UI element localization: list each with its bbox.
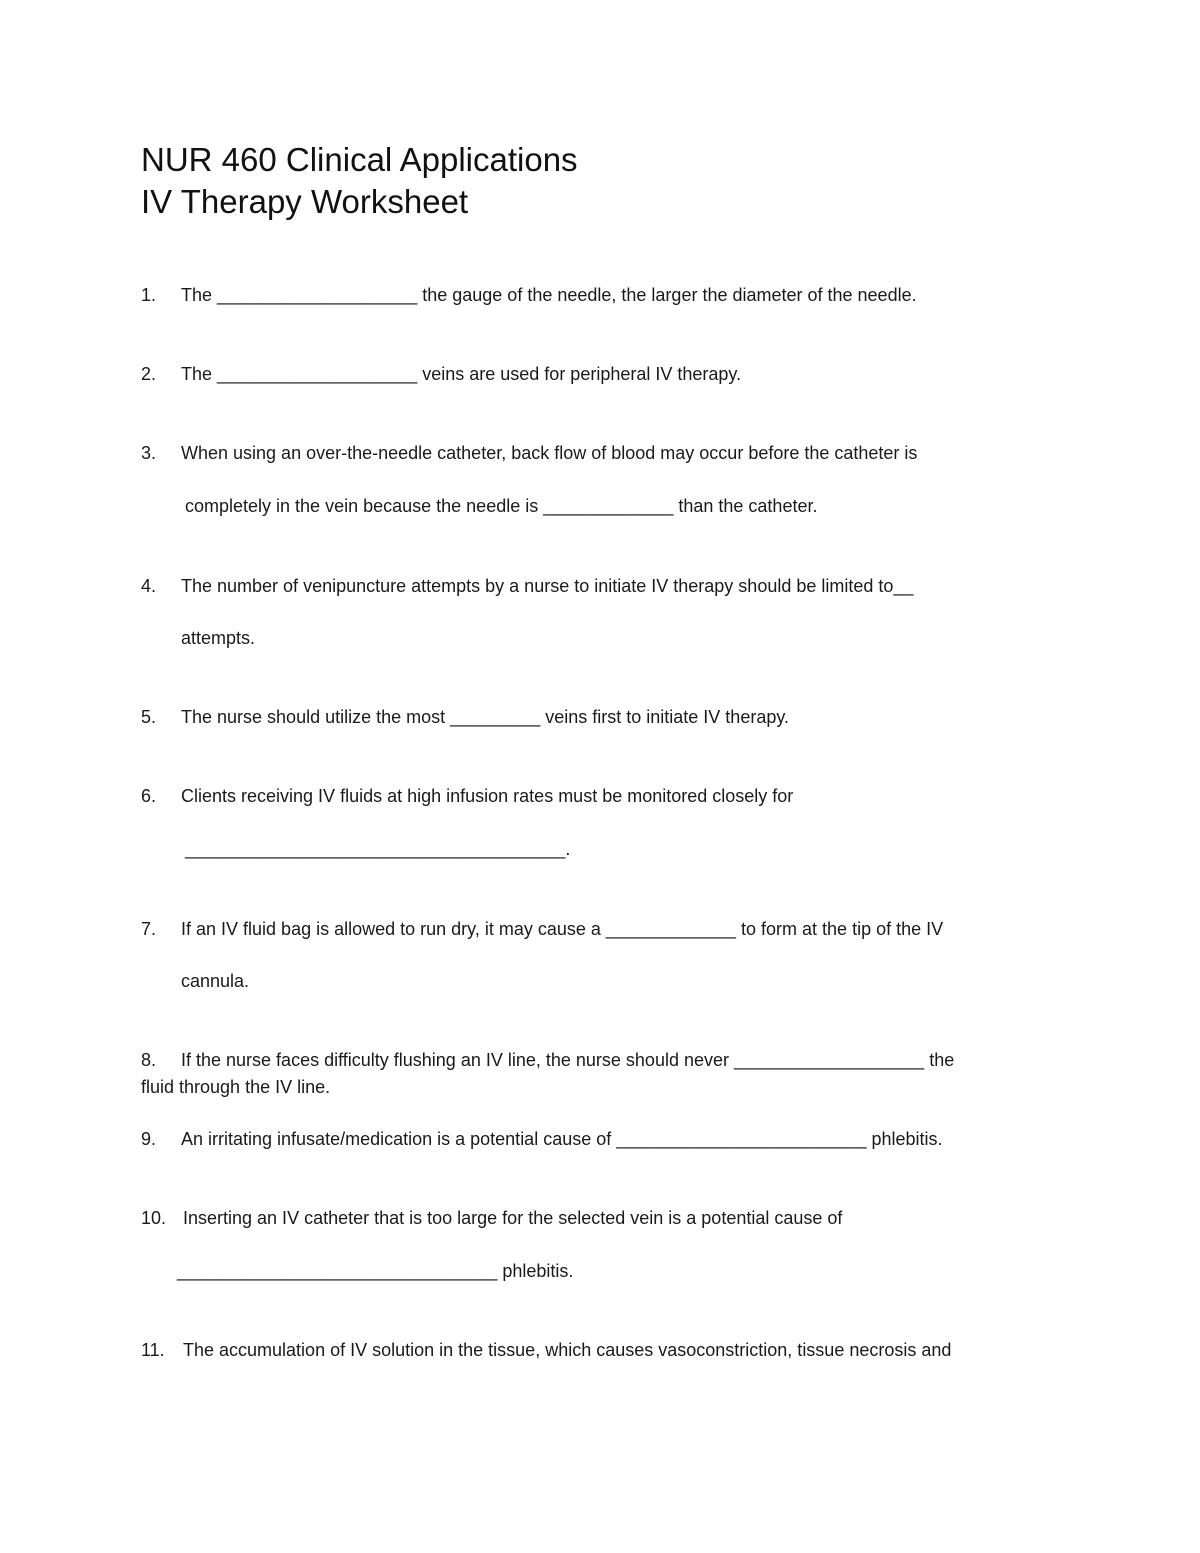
question-text: If the nurse faces difficulty flushing an IV line, the nurse should never ___________________ the: [181, 1050, 955, 1070]
question-number: 6.: [141, 786, 157, 806]
question-number: 11.: [141, 1340, 165, 1360]
question-text-continued: cannula.: [181, 971, 250, 991]
question-text: The number of venipuncture attempts by a nurse to initiate IV therapy should be limited to__: [181, 576, 914, 596]
question-number: 9.: [141, 1129, 157, 1149]
answer-blank: ______________________________________.: [185, 839, 571, 859]
question-text-continued: ________________________________ phlebitis.: [177, 1261, 574, 1281]
question-text: If an IV fluid bag is allowed to run dry, it may cause a _____________ to form at the tip of the IV: [181, 919, 944, 939]
question-text: The nurse should utilize the most _________ veins first to initiate IV therapy.: [181, 707, 790, 727]
question-number: 4.: [141, 576, 157, 596]
page-subtitle: IV Therapy Worksheet: [141, 183, 469, 220]
question-number: 8.: [141, 1050, 157, 1070]
question-number: 2.: [141, 364, 157, 384]
question-text: The ____________________ the gauge of the needle, the larger the diameter of the needle.: [181, 285, 917, 305]
question-number: 10.: [141, 1208, 167, 1228]
question-text-continued: completely in the vein because the needle is _____________ than the catheter.: [185, 496, 818, 516]
question-number: 1.: [141, 285, 157, 305]
question-text-continued: attempts.: [181, 628, 256, 648]
question-text: Clients receiving IV fluids at high infusion rates must be monitored closely for: [181, 786, 794, 806]
question-number: 5.: [141, 707, 157, 727]
question-text: An irritating infusate/medication is a potential cause of _________________________ phlebitis.: [181, 1129, 943, 1149]
page-title: NUR 460 Clinical Applications: [141, 141, 578, 178]
question-text: When using an over-the-needle catheter, back flow of blood may occur before the catheter is: [181, 443, 918, 463]
question-text: The accumulation of IV solution in the tissue, which causes vasoconstriction, tissue necrosis and: [183, 1340, 952, 1360]
question-text-continued: fluid through the IV line.: [141, 1077, 331, 1097]
question-text: Inserting an IV catheter that is too large for the selected vein is a potential cause of: [183, 1208, 843, 1228]
question-number: 3.: [141, 443, 157, 463]
question-number: 7.: [141, 919, 157, 939]
question-text: The ____________________ veins are used for peripheral IV therapy.: [181, 364, 742, 384]
